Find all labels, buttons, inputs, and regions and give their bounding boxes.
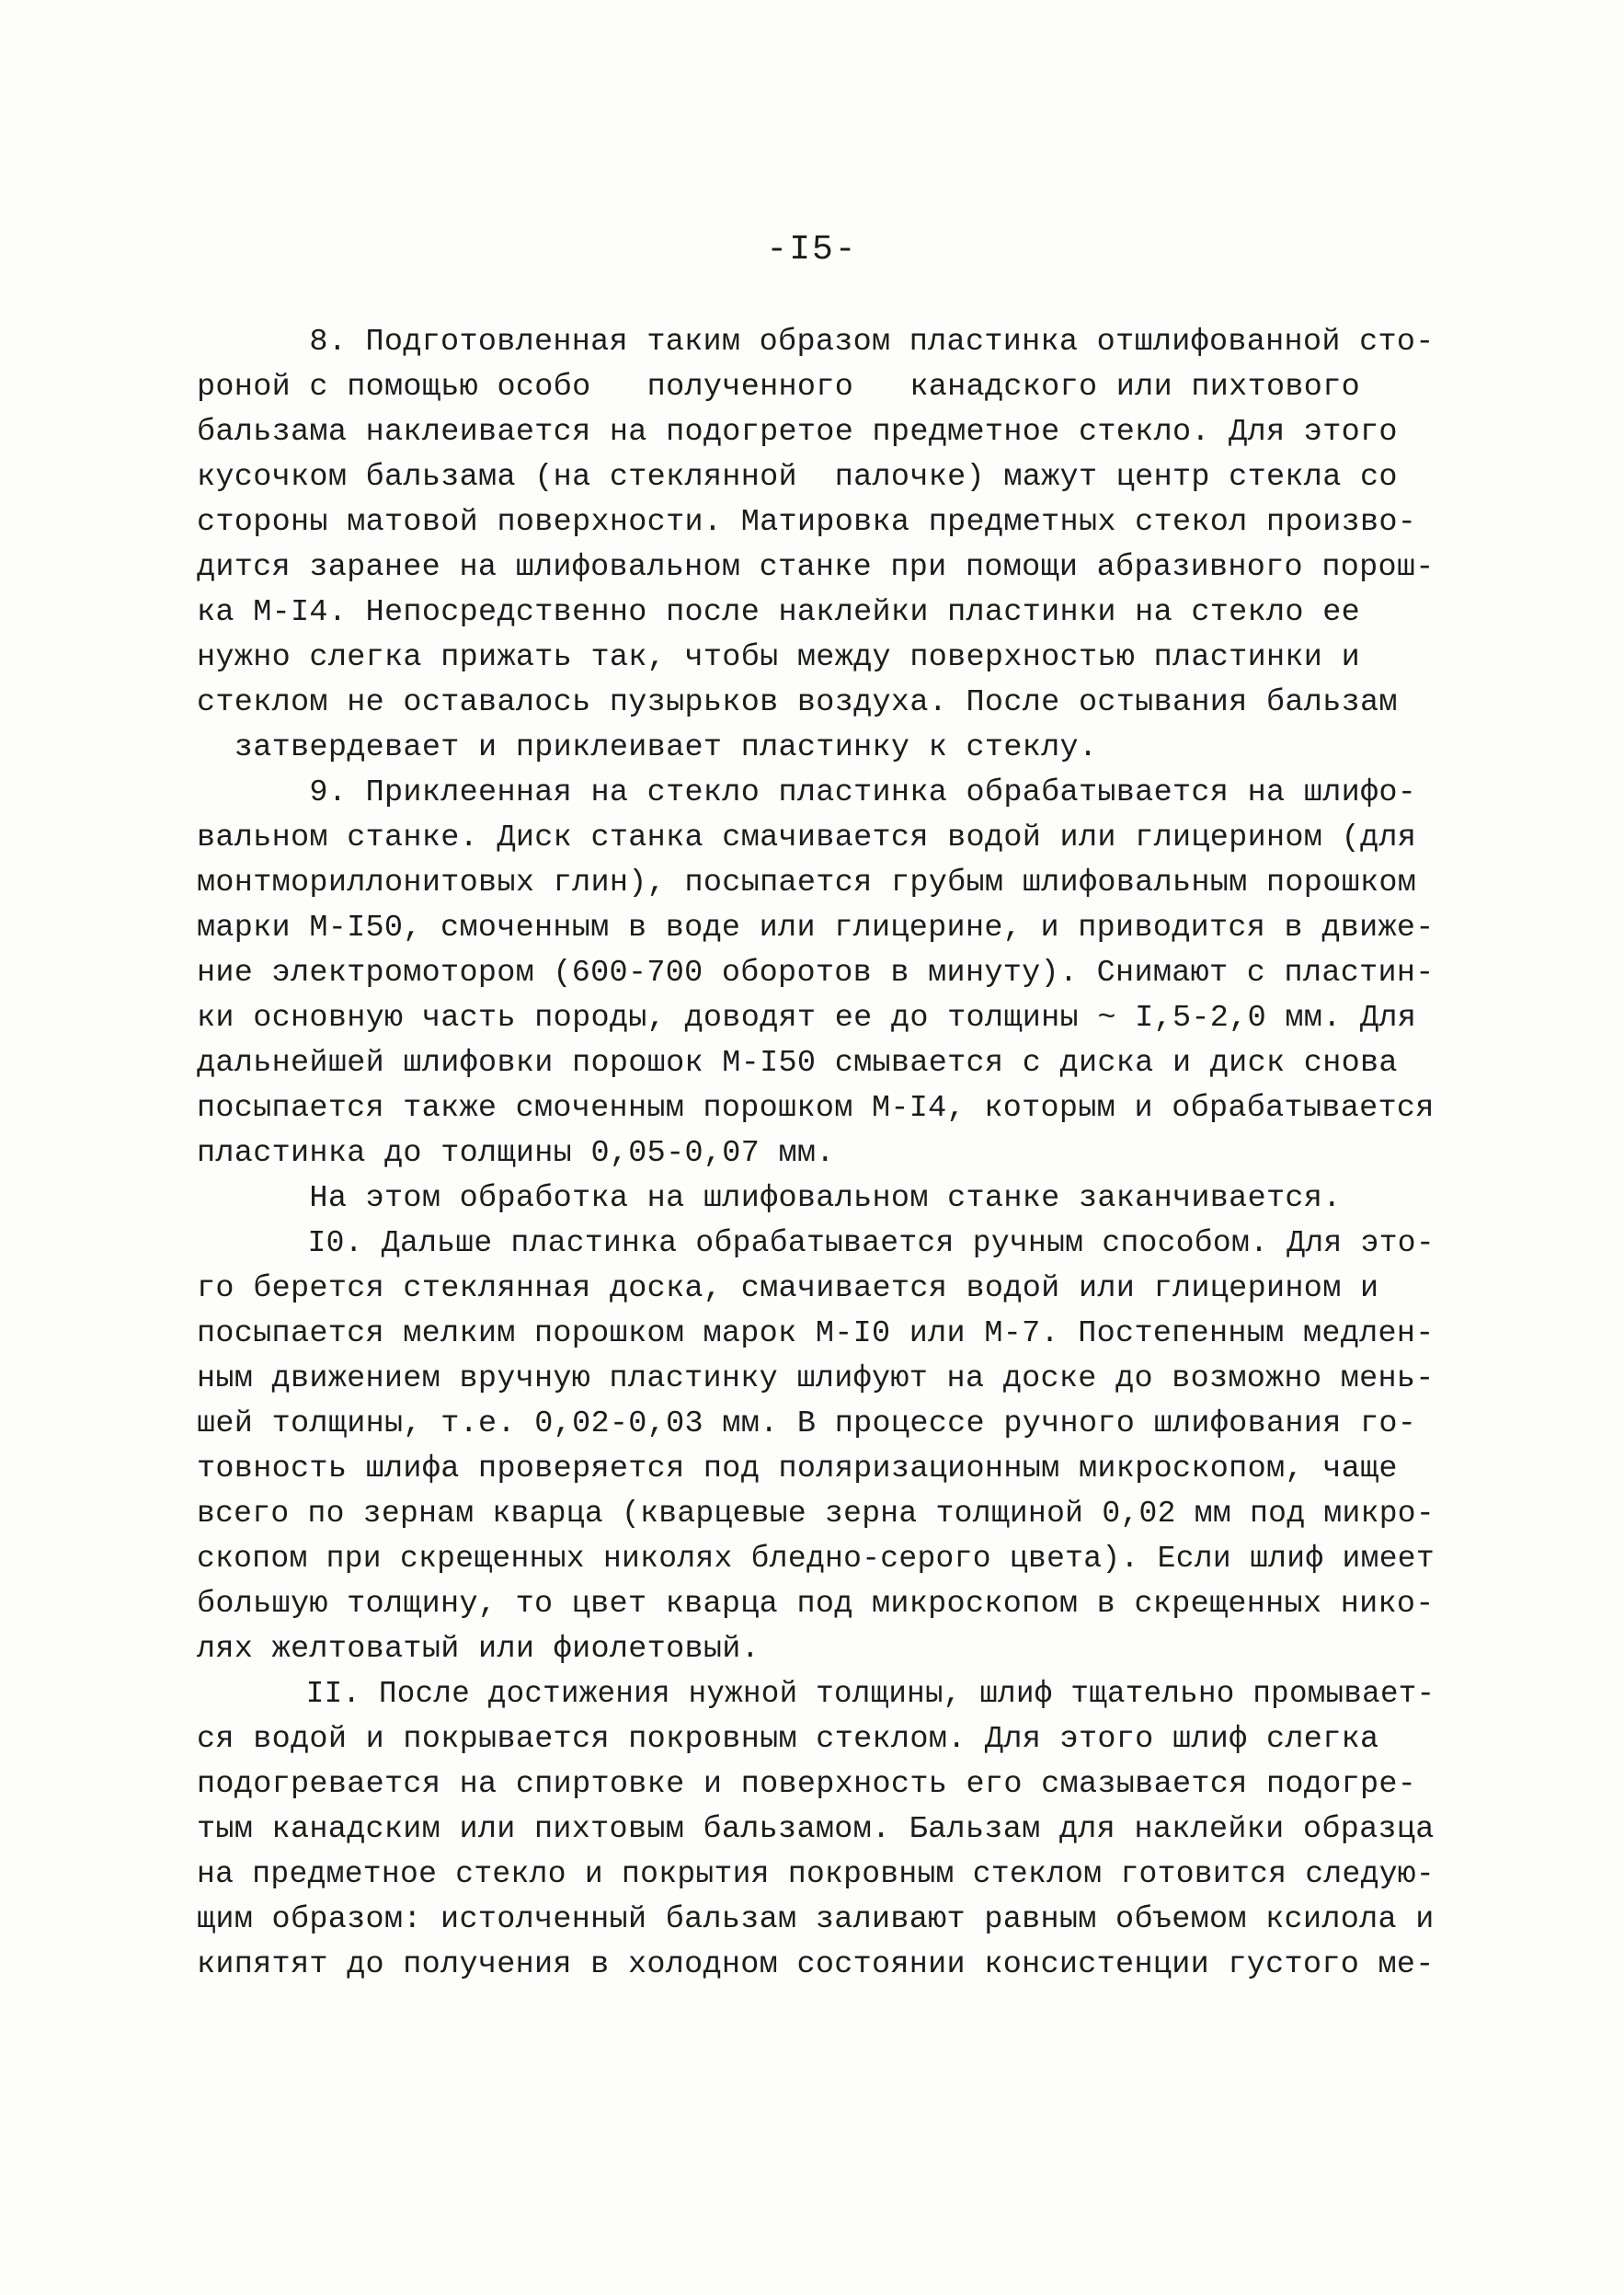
text-line: затвердевает и приклеивает пластинку к стеклу.: [197, 730, 1098, 765]
text-line: всего по зернам кварца (кварцевые зерна толщиной 0,02 мм под микро-: [197, 1497, 1435, 1532]
text-line: скопом при скрещенных николях бледно-серого цвета). Если шлиф имеет: [197, 1542, 1435, 1577]
text-line: марки М-I50, смоченным в воде или глицерине, и приводится в движе-: [197, 911, 1435, 946]
text-line: кипятят до получения в холодном состоянии консистенции густого ме-: [197, 1947, 1435, 1982]
page-number: -I5-: [766, 230, 858, 270]
text-line: стеклом не оставалось пузырьков воздуха. После остывания бальзам: [197, 685, 1398, 720]
text-line: шей толщины, т.е. 0,02-0,03 мм. В процессе ручного шлифования го-: [197, 1406, 1417, 1441]
text-line: 8. Подготовленная таким образом пластинка отшлифованной сто-: [197, 325, 1435, 360]
text-line: пластинка до толщины 0,05-0,07 мм.: [197, 1136, 835, 1171]
text-line: посыпается также смоченным порошком М-I4, которым и обрабатывается: [197, 1091, 1435, 1126]
text-line: тым канадским или пихтовым бальзамом. Бальзам для наклейки образца: [197, 1812, 1435, 1847]
text-line: лях желтоватый или фиолетовый.: [197, 1632, 761, 1667]
text-line: нужно слегка прижать так, чтобы между поверхностью пластинки и: [197, 640, 1361, 675]
text-line: товность шлифа проверяется под поляризационным микроскопом, чаще: [197, 1452, 1398, 1486]
text-line: 9. Приклеенная на стекло пластинка обрабатывается на шлифо-: [197, 775, 1417, 810]
text-line: кусочком бальзама (на стеклянной палочке) мажут центр стекла со: [197, 460, 1398, 495]
text-line: на предметное стекло и покрытия покровным стеклом готовится следую-: [197, 1857, 1435, 1892]
text-line: роной с помощью особо полученного канадского или пихтового: [197, 370, 1361, 405]
text-line: бальзама наклеивается на подогретое предметное стекло. Для этого: [197, 415, 1398, 450]
text-line: II. После достижения нужной толщины, шлиф тщательно промывает-: [197, 1677, 1435, 1712]
text-line: стороны матовой поверхности. Матировка предметных стекол произво-: [197, 505, 1417, 540]
text-line: большую толщину, то цвет кварца под микроскопом в скрещенных нико-: [197, 1587, 1435, 1622]
text-line: ся водой и покрывается покровным стеклом. Для этого шлиф слегка: [197, 1722, 1379, 1757]
text-line: ка М-I4. Непосредственно после наклейки пластинки на стекло ее: [197, 595, 1361, 630]
text-line: вальном станке. Диск станка смачивается водой или глицерином (для: [197, 820, 1417, 855]
text-line: го берется стеклянная доска, смачивается водой или глицерином и: [197, 1271, 1379, 1306]
text-line: монтмориллонитовых глин), посыпается грубым шлифовальным порошком: [197, 866, 1417, 901]
text-line: щим образом: истолченный бальзам заливают равным объемом ксилола и: [197, 1902, 1435, 1937]
text-line: ки основную часть породы, доводят ее до толщины ~ I,5-2,0 мм. Для: [197, 1001, 1417, 1036]
text-line: дальнейшей шлифовки порошок М-I50 смывается с диска и диск снова: [197, 1046, 1398, 1081]
text-line: ние электромотором (600-700 оборотов в минуту). Снимают с пластин-: [197, 956, 1435, 991]
text-line: дится заранее на шлифовальном станке при помощи абразивного порош-: [197, 550, 1435, 585]
text-line: подогревается на спиртовке и поверхность его смазывается подогре-: [197, 1767, 1417, 1802]
text-line: посыпается мелким порошком марок М-I0 или М-7. Постепенным медлен-: [197, 1316, 1435, 1351]
text-line: На этом обработка на шлифовальном станке заканчивается.: [197, 1181, 1342, 1216]
text-line: I0. Дальше пластинка обрабатывается ручным способом. Для это-: [197, 1226, 1435, 1261]
text-line: ным движением вручную пластинку шлифуют на доске до возможно мень-: [197, 1361, 1435, 1396]
